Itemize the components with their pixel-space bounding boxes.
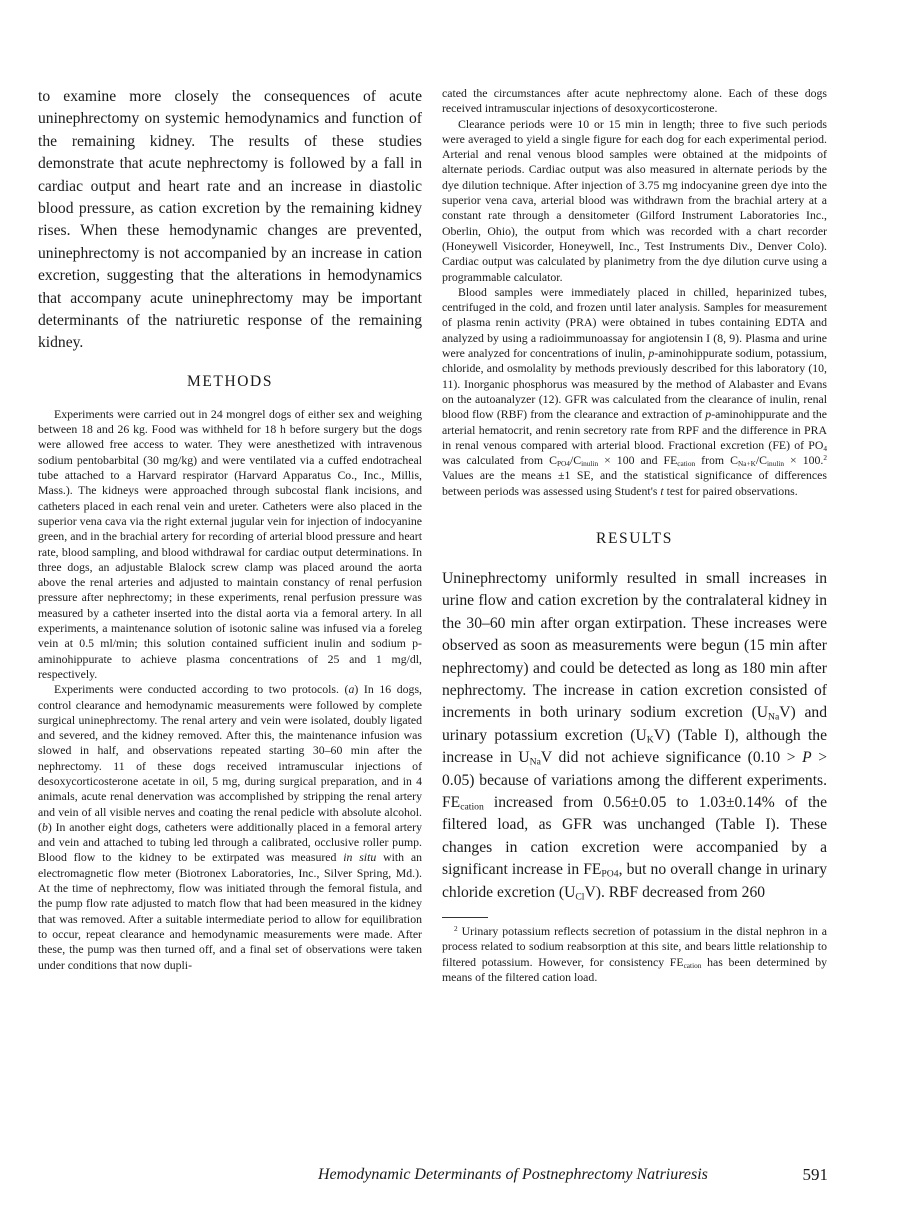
right-column — [442, 86, 827, 985]
footnote: $^2$ Urinary potassium reflects secretion of potassium in the distal nephron in a process related to sodium reabsorption at this site, and bears little relationship to filtered potassium. However, for consistency $FE_{cation}$ has been determined by means of the filtered cation load. — [442, 924, 828, 984]
running-title: Hemodynamic Determinants of Postnephrectomy Natriuresis — [318, 1166, 708, 1183]
results-heading: RESULTS — [596, 530, 673, 548]
footnote-divider — [442, 917, 488, 918]
methods-paragraph-1: Experiments were carried out in 24 mongrel dogs of either sex and weighing between 18 and 26 kg. Food was withheld for 18 h before surgery but the dogs were allowed free access to water. They were anesthetized with intravenous sodium pentobarbital (30 mg/kg) and were ventilated via a cuffed endotracheal tube attached to a Harvard respirator (Harvard Apparatus Co., Inc., Millis, Mass.). The kidneys were approached through subcostal flank incisions, and catheters placed in each renal vein and ureter. Catheters were also placed in the superior vena cava via the right external jugular vein for injection of indocyanine green, and in the brachial artery for recording of arterial blood pressure and heart rate, blood sampling, and blood withdrawal for cardiac output determinations. In three dogs, an adjustable Blalock screw clamp was placed around the aorta above the renal arteries and adjusted to maintain constancy of renal perfusion pressure after nephrectomy; in these experiments, renal perfusion pressure was measured by a catheter inserted into the distal aorta via a femoral artery. In all experiments, a maintenance solution of isotonic saline was infused via a foreleg vein at 0.5 ml/min; this solution contained sufficient inulin and sodium p-aminohippurate to achieve plasma concentrations of 25 and 1 mg/dl, respectively. — [38, 406, 422, 681]
methods-heading: METHODS — [186, 372, 274, 390]
results-paragraph: Uninephrectomy uniformly resulted in small increases in urine flow and cation excretion by the contralateral kidney in the 30–60 min after organ extirpation. These increases were observed as soon as measurements were begun (15 min after nephrectomy) and could be detected as long as 180 min after nephrectomy. The increase in cation excretion consisted of increments in both urinary sodium excretion $(U_{Na}V)$ and urinary potassium excretion $(U_KV)$ (Table I), although the increase in $U_{Na}V$ did not achieve significance (0.10 > P > 0.05) because of variations among the different experiments. $FE_{cation}$ increased from 0.56±0.05 to 1.03±0.14% of the filtered load, as GFR was unchanged (Table I). These changes in cation excretion were accompanied by a significant increase in $FE_{PO4}$, but no overall change in urinary chloride excretion $(U_{Cl}V)$. RBF decreased from 260 — [442, 570, 828, 903]
methods-paragraph-2: Experiments were conducted according to two protocols. (a) In 16 dogs, control clearance and hemodynamic measurements were followed by complete surgical uninephrectomy. The renal artery and vein were isolated, doubly ligated and severed, and the kidney removed. After this, the maintenance infusion was slowed in half, and observations repeated starting 30–60 min after the nephrectomy. 11 of these dogs received intramuscular injections of desoxycorticosterone acetate in oil, 5 mg, during surgical preparation, and in 4 animals, acute renal denervation was accomplished by stripping the renal artery and vein of all visible nerves and coating the renal pedicle with absolute alcohol. (b) In another eight dogs, catheters were additionally placed in a femoral artery and vein and attached to tubing led through a calibrated, occlusive roller pump. Blood flow to the kidney to be extirpated was measured in situ with an electromagnetic flow meter (Biotronex Laboratories, Inc., Silver Spring, Md.). At the time of nephrectomy, flow was initiated through the femoral fistula, and the pump flow rate adjusted to match flow that had been measured in the kidney that was removed. After a suitable intermediate period to allow for equilibration to occur, repeat clearance and hemodynamic measurements were made. After these, the pump was then turned off, and a final set of observations were taken under conditions that now dupli- — [38, 682, 422, 972]
page-footer — [318, 1165, 828, 1185]
footnote-ref: 2 — [823, 453, 828, 463]
intro-paragraph: to examine more closely the consequences of acute uninephrectomy on systemic hemodynamics and function of the remaining kidney. The results of these studies demonstrate that acute nephrectomy is followed by a fall in cardiac output and heart rate and an increase in diastolic blood pressure, as cation excretion by the remaining kidney rises. When these hemodynamic changes are prevented, uninephrectomy is not accompanied by an increase in cation excretion, suggesting that the alterations in hemodynamics that accompany acute uninephrectomy may be important determinants of the natriuretic response of the remaining kidney. — [38, 88, 422, 352]
blood-samples-paragraph: Blood samples were immediately placed in chilled, heparinized tubes, centrifuged in the cold, and frozen until later analysis. Samples for measurement of plasma renin activity (PRA) were obtained in tubes containing EDTA and analyzed by using a radioimmunoassay for angiotensin I (8, 9). Plasma and urine were analyzed for concentrations of inulin, p-aminohippurate sodium, potassium, chloride, and osmolality by methods previously described for this laboratory (10, 11). Inorganic phosphorus was measured by the method of Alabaster and Evans on the autoanalyzer (12). GFR was calculated from the clearance of inulin, renal blood flow (RBF) from the clearance and extraction of p-aminohippurate and the arterial hematocrit, and renin secretory rate from RPF and the difference in PRA in renal venous compared with arterial blood. Fractional excretion (FE) of $PO_4$ was calculated from $C_{PO4}/C_{inulin} \times 100$ and $FE_{cation}$ from $C_{Na+K}/C_{inulin} \times 100.^2$ Values are the means ±1 SE, and the statistical significance of differences between periods was assessed using Student's t test for paired observations. — [442, 284, 828, 498]
page-number: 591 — [802, 1165, 828, 1184]
left-column — [38, 86, 422, 973]
clearance-paragraph: Clearance periods were 10 or 15 min in length; three to five such periods were averaged to yield a single figure for each dog for each experimental period. Arterial and renal venous blood samples were obtained at the midpoints of alternate periods. Cardiac output was also measured in alternate periods by the dye dilution technique. After injection of 3.75 mg indocyanine green dye into the superior vena cava, arterial blood was withdrawn from the brachial artery at a constant rate through a densitometer (Gilford Instrument Laboratories Inc., Oberlin, Ohio), the output from which was recorded with a chart recorder (Honeywell Visicorder, Honeywell, Inc., Test Instruments Div., Denver Colo). Cardiac output was calculated by planimetry from the dye dilution curve using a programmable calculator. — [442, 116, 827, 284]
continued-paragraph: cated the circumstances after acute nephrectomy alone. Each of these dogs received intramuscular injections of desoxycorticosterone. — [442, 86, 827, 116]
